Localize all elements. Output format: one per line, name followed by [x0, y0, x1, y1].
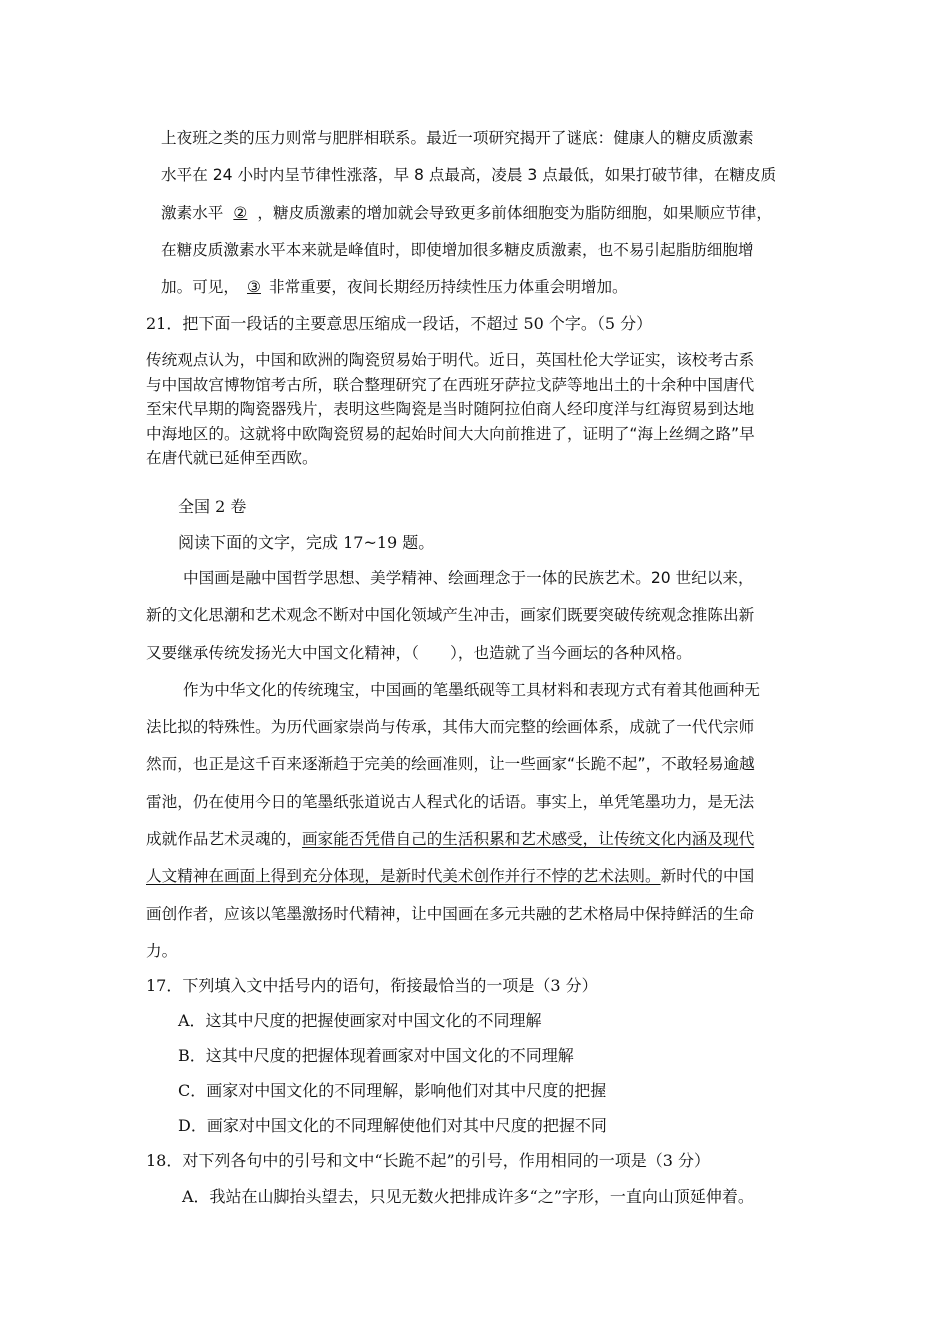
- passage-line-5-end: 非常重要，夜间长期经历持续性压力体重会明增加。: [268, 278, 628, 296]
- q21-passage-line-5: 在唐代就已延伸至西欧。: [146, 449, 318, 467]
- question-18-prompt: 18．对下列各句中的引号和文中“长跪不起”的引号，作用相同的一项是（3 分）: [146, 1151, 710, 1170]
- underlined-sentence-part-2: 人文精神在画面上得到充分体现，是新时代美术创作并行不悖的艺术法则。: [146, 867, 661, 885]
- q17-option-c: C．画家对中国文化的不同理解，影响他们对其中尺度的把握: [178, 1081, 607, 1100]
- passage-line-2: 水平在 24 小时内呈节律性涨落，早 8 点最高，凌晨 3 点最低，如果打破节律，在糖皮质: [161, 166, 777, 184]
- passage-line-3-end: ，糖皮质激素的增加就会导致更多前体细胞变为脂防细胞，如果顺应节律，: [257, 204, 772, 222]
- passage-line-4: 在糖皮质激素水平本来就是峰值时，即使增加很多糖皮质激素，也不易引起脂肪细胞增: [161, 241, 754, 259]
- underlined-sentence-part-1: 画家能否凭借自己的生活积累和艺术感受，让传统文化内涵及现代: [301, 830, 755, 848]
- q17-option-b: B．这其中尺度的把握体现着画家对中国文化的不同理解: [178, 1046, 574, 1065]
- passage-line-1: 上夜班之类的压力则常与肥胖相联系。最近一项研究揭开了谜底：健康人的糖皮质激素: [161, 129, 754, 147]
- para1-line-1: 中国画是融中国哲学思想、美学精神、绘画理念于一体的民族艺术。20 世纪以来，: [183, 569, 754, 587]
- question-21-prompt: 21．把下面一段话的主要意思压缩成一段话，不超过 50 个字。（5 分）: [146, 314, 653, 333]
- fill-blank-2: ②: [233, 204, 248, 222]
- q18-option-a: A．我站在山脚抬头望去，只见无数火把排成许多“之”字形，一直向山顶延伸着。: [182, 1187, 754, 1206]
- q21-passage-line-3: 至宋代早期的陶瓷器残片，表明这些陶瓷是当时随阿拉伯商人经印度洋与红海贸易到达地: [146, 400, 755, 418]
- para1-line-3: 又要继承传统发扬光大中国文化精神，（ ），也造就了当今画坛的各种风格。: [146, 644, 692, 662]
- para1-line-2: 新的文化思潮和艺术观念不断对中国化领域产生冲击，画家们既要突破传统观念推陈出新: [146, 606, 755, 624]
- question-17-prompt: 17．下列填入文中括号内的语句，衔接最恰当的一项是（3 分）: [146, 976, 598, 995]
- section-title: 全国 2 卷: [178, 497, 247, 516]
- para2-line-1: 作为中华文化的传统瑰宝，中国画的笔墨纸砚等工具材料和表现方式有着其他画种无: [183, 681, 760, 699]
- fill-blank-3: ③: [246, 278, 261, 296]
- section-instruction: 阅读下面的文字，完成 17~19 题。: [178, 533, 435, 552]
- q21-passage-line-1: 传统观点认为，中国和欧洲的陶瓷贸易始于明代。近日，英国杜伦大学证实，该校考古系: [146, 351, 755, 369]
- para2-line-5: [146, 829, 754, 849]
- passage-line-3-start: 激素水平: [161, 204, 224, 222]
- para2-line-6: [146, 866, 754, 886]
- para2-line-6-end: 新时代的中国: [660, 867, 755, 885]
- para2-line-4: 雷池，仍在使用今日的笔墨纸张道说古人程式化的话语。事实上，单凭笔墨功力，是无法: [146, 793, 755, 811]
- q21-passage-line-4: 中海地区的。这就将中欧陶瓷贸易的起始时间大大向前推进了，证明了“海上丝绸之路”早: [146, 425, 755, 443]
- passage-line-5-start: 加。可见，: [161, 278, 239, 296]
- para2-line-8: 力。: [146, 942, 178, 960]
- para2-line-7: 画创作者，应该以笔墨激扬时代精神，让中国画在多元共融的艺术格局中保持鲜活的生命: [146, 905, 755, 923]
- q17-option-d: D．画家对中国文化的不同理解使他们对其中尺度的把握不同: [178, 1116, 607, 1135]
- para2-line-2: 法比拟的特殊性。为历代画家崇尚与传承，其伟大而完整的绘画体系，成就了一代代宗师: [146, 718, 755, 736]
- para2-line-3: 然而，也正是这千百来逐渐趋于完美的绘画准则，让一些画家“长跪不起”，不敢轻易逾越: [146, 755, 755, 773]
- q17-option-a: A．这其中尺度的把握使画家对中国文化的不同理解: [178, 1011, 542, 1030]
- para2-line-5-start: 成就作品艺术灵魂的，: [146, 830, 302, 848]
- passage-line-5: [161, 277, 628, 297]
- passage-line-3: [161, 203, 772, 223]
- q21-passage-line-2: 与中国故宫博物馆考古所，联合整理研究了在西班牙萨拉戈萨等地出土的十余种中国唐代: [146, 376, 755, 394]
